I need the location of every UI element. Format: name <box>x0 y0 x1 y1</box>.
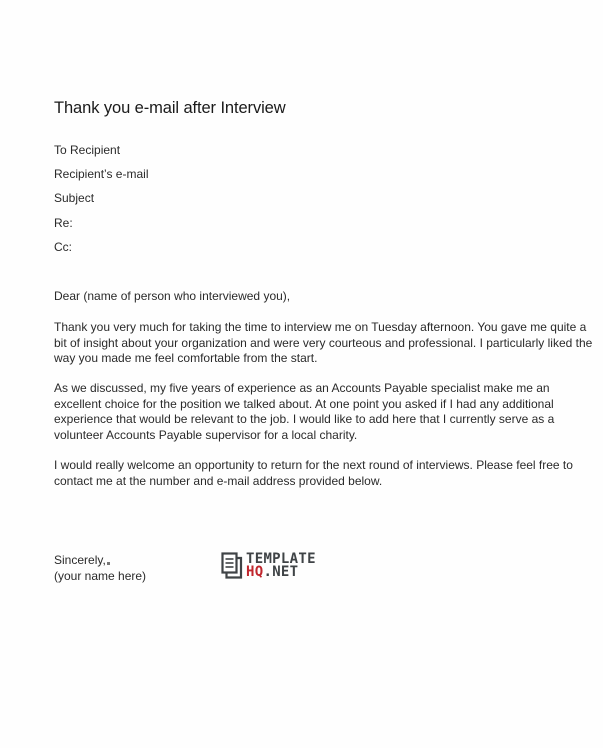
watermark-logo <box>221 551 316 581</box>
watermark-text <box>246 553 316 579</box>
closing-line <box>54 553 146 569</box>
paragraph-thanks: Thank you very much for taking the time to interview me on Tuesday afternoon. You gave me quite a bit of insight about your organization and were very courteous and professional. I particularly liked the way you made me feel comfortable from the start. <box>54 320 593 366</box>
greeting: Dear (name of person who interviewed you), <box>54 289 291 303</box>
signature-line: (your name here) <box>54 568 147 583</box>
closing-text: Sincerely, <box>54 553 106 567</box>
watermark-line2 <box>246 566 316 579</box>
watermark-accent: HQ <box>246 564 264 580</box>
header-field-to: To Recipient <box>54 143 121 157</box>
watermark-suffix: .NET <box>263 564 299 580</box>
email-header-fields <box>54 143 148 264</box>
document-stack-icon <box>221 552 243 580</box>
paragraph-follow-up: I would really welcome an opportunity to return for the next round of interviews. Please feel free to contact me at the number and e-mail address provided below. <box>54 458 573 488</box>
header-field-email: Recipient’s e-mail <box>54 167 149 182</box>
header-field-cc: Cc: <box>54 239 72 254</box>
document-title: Thank you e-mail after Interview <box>54 99 286 117</box>
cursor-mark <box>107 562 110 565</box>
header-field-re: Re: <box>54 215 73 230</box>
signoff-block <box>54 553 146 584</box>
header-field-subject: Subject <box>54 191 95 206</box>
paragraph-experience: As we discussed, my five years of experience as an Accounts Payable specialist make me an excellent choice for the position we talked about. At one point you asked if I had any additional experience that would be relevant to the job. I would like to add here that I currently serve as a volunteer Accounts Payable supervisor for a local charity. <box>54 381 555 442</box>
watermark-line1: TEMPLATE <box>246 551 316 567</box>
